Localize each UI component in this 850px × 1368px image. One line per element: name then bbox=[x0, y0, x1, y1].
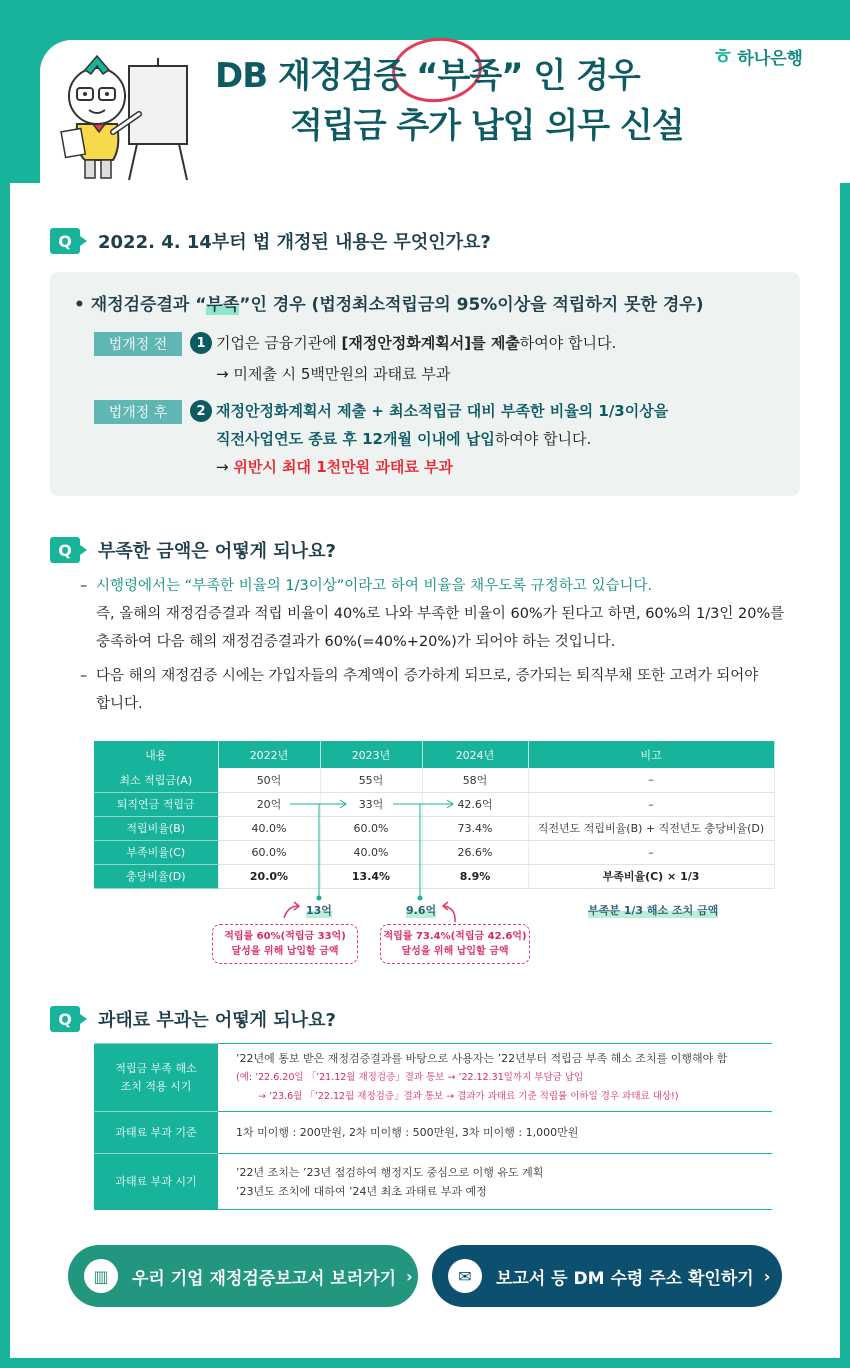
view-report-label: 우리 기업 재정검증보고서 보러가기 bbox=[132, 1268, 397, 1289]
row-label: 적립비율(B) bbox=[94, 816, 218, 840]
mascot-presenter-illustration bbox=[55, 52, 195, 182]
table-cell: 60.0% bbox=[218, 840, 320, 864]
table-cell: 60.0% bbox=[320, 816, 422, 840]
chevron-right-icon: › bbox=[406, 1266, 413, 1286]
table-cell: ’22년 조치는 ’23년 점검하여 행정지도 중심으로 이행 유도 계획 ’23년도 조치에 대하여 ’24년 최초 과태료 부과 예정 bbox=[218, 1154, 772, 1210]
shortage-example-table bbox=[94, 741, 775, 889]
view-report-button[interactable] bbox=[68, 1245, 418, 1307]
para1-line2: 즉, 올해의 재정검증결과 적립 비율이 40%로 나와 부족한 비율이 60%가 된다고 하면, 60%의 1/3인 20%를 bbox=[96, 606, 785, 622]
table-row bbox=[94, 1112, 772, 1154]
hana-logo[interactable] bbox=[712, 40, 803, 71]
table-cell: 13.4% bbox=[320, 864, 422, 888]
q1-heading bbox=[50, 228, 491, 254]
table-row bbox=[94, 816, 774, 840]
row-label: 과태료 부과 기준 bbox=[94, 1112, 218, 1154]
tag-after-amendment: 법개정 후 bbox=[94, 400, 182, 424]
table-cell: 8.9% bbox=[422, 864, 528, 888]
para1-line3: 충족하여 다음 해의 재정검증결과가 60%(=40%+20%)가 되어야 하는 것입니다. bbox=[96, 634, 616, 650]
chevron-right-icon: › bbox=[763, 1266, 771, 1286]
table-cell: – bbox=[528, 768, 774, 792]
before-line-2: → 미제출 시 5백만원의 과태료 부과 bbox=[216, 365, 451, 383]
table-row bbox=[94, 768, 774, 792]
q3-heading bbox=[50, 1006, 336, 1032]
col-header: 비고 bbox=[528, 741, 774, 768]
q2-question: 부족한 금액은 어떻게 되나요? bbox=[98, 541, 336, 562]
q3-question: 과태료 부과는 어떻게 되나요? bbox=[98, 1010, 336, 1031]
row-label: 과태료 부과 시기 bbox=[94, 1154, 218, 1210]
paragraph-2 bbox=[80, 662, 758, 718]
table-cell: 부족비율(C) × 1/3 bbox=[528, 864, 774, 888]
row-label: 최소 적립금(A) bbox=[94, 768, 218, 792]
mail-icon: ✉ bbox=[448, 1259, 482, 1293]
row-label: 충당비율(D) bbox=[94, 864, 218, 888]
row-label: 부족비율(C) bbox=[94, 840, 218, 864]
before-line-1: 기업은 금융기관에 [재정안정화계획서]를 제출하여야 합니다. bbox=[216, 334, 617, 352]
after-line-2: 직전사업연도 종료 후 12개월 이내에 납입하여야 합니다. bbox=[216, 430, 592, 448]
para2-line2: 합니다. bbox=[96, 696, 143, 712]
table-cell: 직전년도 적립비율(B) + 직전년도 충당비율(D) bbox=[528, 816, 774, 840]
highlight-shortage: 부족 bbox=[206, 295, 240, 315]
table-header-row bbox=[94, 741, 774, 768]
tag-before-amendment: 법개정 전 bbox=[94, 332, 182, 356]
table-row bbox=[94, 1154, 772, 1210]
number-badge-2: 2 bbox=[190, 400, 212, 422]
table-cell: 33억 bbox=[320, 792, 422, 816]
note-box-2024: 적립률 73.4%(적립금 42.6억) 달성을 위해 납입할 금액 bbox=[380, 924, 530, 964]
q2-heading bbox=[50, 537, 336, 563]
table-row bbox=[94, 792, 774, 816]
para2-line1: – 다음 해의 재정검증 시에는 가입자들의 추계액이 증가하게 되므로, 증가되는 퇴직부채 또한 고려가 되어야 bbox=[80, 668, 759, 684]
title-line-2: 적립금 추가 납입 의무 신설 bbox=[290, 106, 684, 146]
table-row bbox=[94, 840, 774, 864]
col-header: 내용 bbox=[94, 741, 218, 768]
building-icon: ▥ bbox=[84, 1259, 118, 1293]
law-change-headline: • 재정검증결과 “부족”인 경우 (법정최소적립금의 95%이상을 적립하지 못한 경우) bbox=[74, 295, 704, 315]
table-cell: – bbox=[528, 840, 774, 864]
logo-text: 하나은행 bbox=[737, 49, 803, 69]
annotation-13: 13억 bbox=[306, 904, 332, 917]
check-dm-address-button[interactable] bbox=[432, 1245, 782, 1307]
number-badge-1: 1 bbox=[190, 332, 212, 354]
q1-question: 2022. 4. 14부터 법 개정된 내용은 무엇인가요? bbox=[98, 232, 491, 253]
table-cell: 40.0% bbox=[320, 840, 422, 864]
q-badge: Q bbox=[50, 228, 80, 254]
table-cell: 58억 bbox=[422, 768, 528, 792]
hana-logo-icon: ㅎ bbox=[712, 45, 734, 70]
table-row bbox=[94, 864, 774, 888]
table-cell: ’22년에 통보 받은 재정검증결과를 바탕으로 사용자는 ’22년부터 적립금 부족 해소 조치를 이행해야 함 (예: ’22.6.20일 「’21.12월 재정검증」결과 통보 → ’22.12.31일까지 부담금 납입 → ’23.6월 「’22.12월 재정검증」결과 통보 → 결과가 과태료 기준 적립률 이하일 경우 과태료 대상!) bbox=[218, 1044, 772, 1112]
col-header: 2022년 bbox=[218, 741, 320, 768]
after-line-3: → 위반시 최대 1천만원 과태료 부과 bbox=[216, 458, 454, 476]
table-row bbox=[94, 1044, 772, 1112]
penalty-table bbox=[94, 1043, 772, 1210]
note-box-2023: 적립률 60%(적립금 33억) 달성을 위해 납입할 금액 bbox=[212, 924, 358, 964]
after-line-1: 재정안정화계획서 제출 + 최소적립금 대비 부족한 비율의 1/3이상을 bbox=[216, 402, 669, 420]
table-cell: 20억 bbox=[218, 792, 320, 816]
table-cell: – bbox=[528, 792, 774, 816]
table-cell: 73.4% bbox=[422, 816, 528, 840]
annotation-note: 부족분 1/3 해소 조치 금액 bbox=[588, 904, 719, 917]
row-label: 퇴직연금 적립금 bbox=[94, 792, 218, 816]
check-dm-label: 보고서 등 DM 수령 주소 확인하기 bbox=[496, 1268, 754, 1289]
annotation-9-6: 9.6억 bbox=[406, 904, 437, 917]
table-cell: 26.6% bbox=[422, 840, 528, 864]
table-cell: 50억 bbox=[218, 768, 320, 792]
title-line-1: DB 재정검증 “부족” 인 경우 bbox=[215, 56, 640, 96]
row-label: 적립금 부족 해소 조치 적용 시기 bbox=[94, 1044, 218, 1112]
paragraph-1 bbox=[80, 572, 784, 656]
q-badge: Q bbox=[50, 537, 80, 563]
table-cell: 42.6억 bbox=[422, 792, 528, 816]
law-change-box bbox=[50, 272, 800, 496]
table-cell: 55억 bbox=[320, 768, 422, 792]
table-cell: 1차 미이행 : 200만원, 2차 미이행 : 500만원, 3차 미이행 : 1,000만원 bbox=[218, 1112, 772, 1154]
col-header: 2023년 bbox=[320, 741, 422, 768]
table-cell: 40.0% bbox=[218, 816, 320, 840]
col-header: 2024년 bbox=[422, 741, 528, 768]
q-badge: Q bbox=[50, 1006, 80, 1032]
table-cell: 20.0% bbox=[218, 864, 320, 888]
para1-line1: – 시행령에서는 “부족한 비율의 1/3이상”이라고 하여 비율을 채우도록 규정하고 있습니다. bbox=[80, 578, 653, 594]
